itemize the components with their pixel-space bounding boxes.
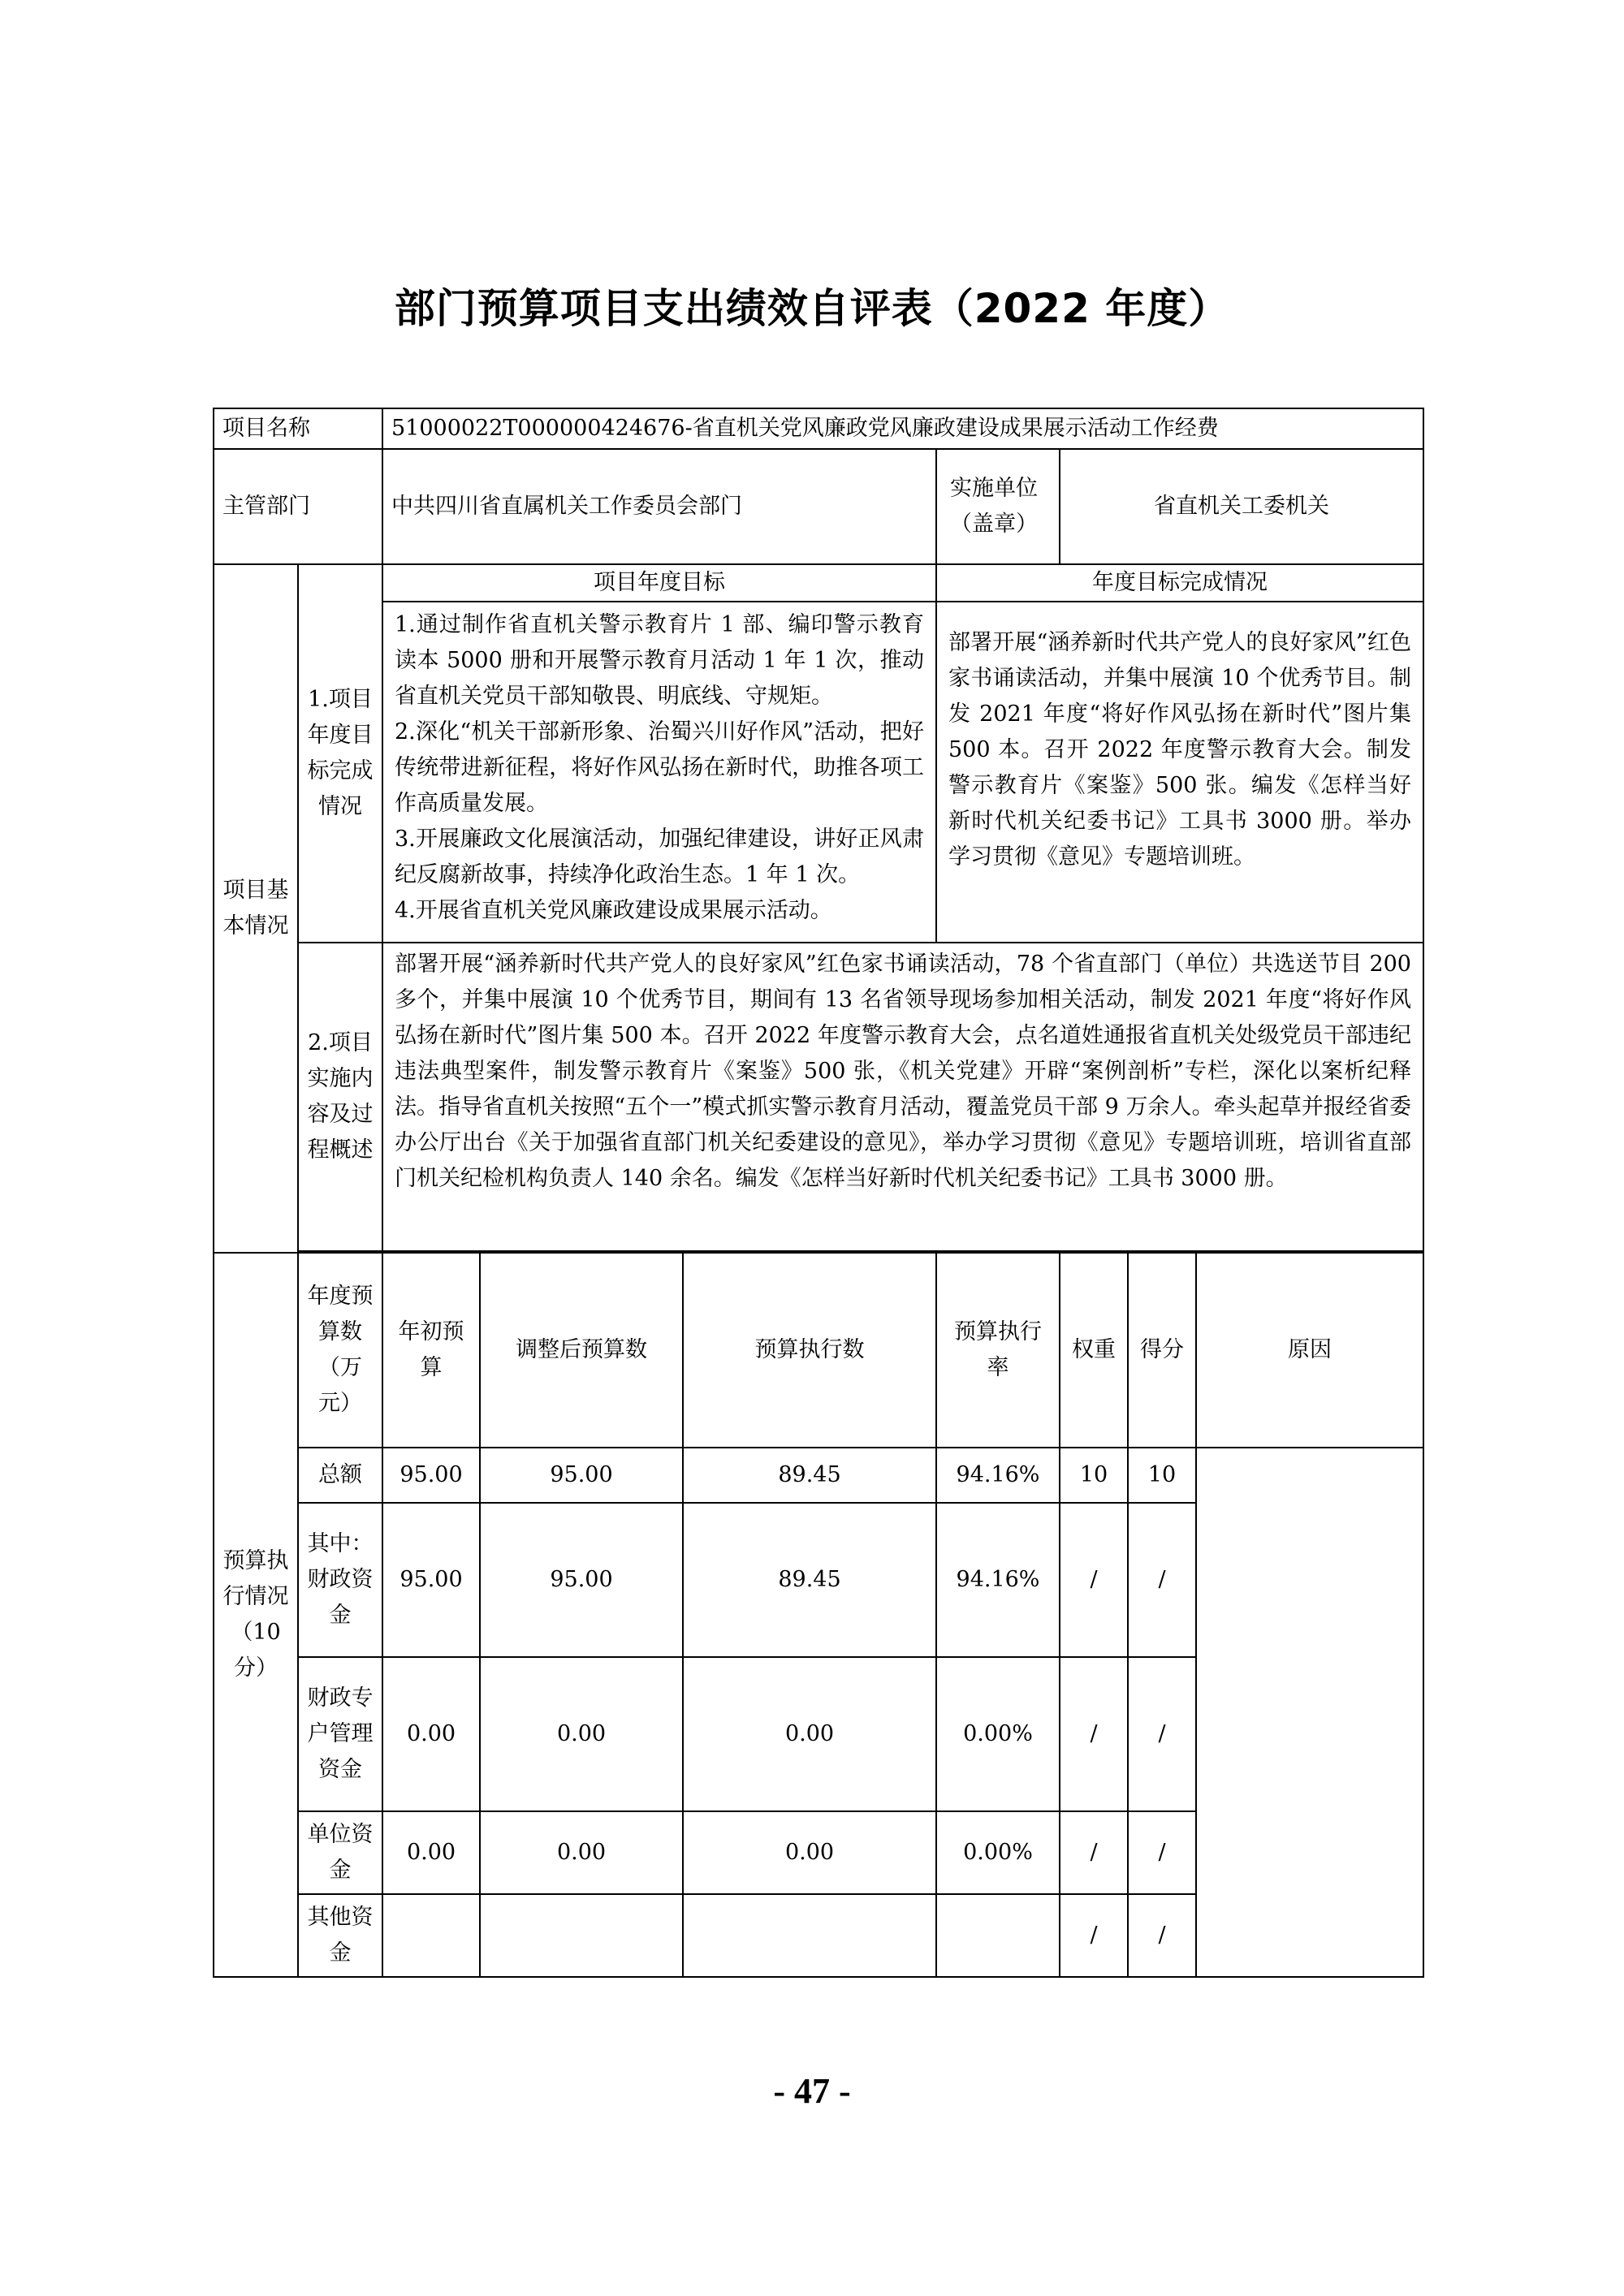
process-row <box>214 943 1423 1251</box>
goal-header-row <box>214 564 1423 602</box>
budget-weight: 10 <box>1060 1448 1128 1503</box>
budget-header-score: 得分 <box>1128 1253 1196 1448</box>
budget-initial: 0.00 <box>382 1811 480 1894</box>
budget-executed: 89.45 <box>683 1448 936 1503</box>
budget-header-rate: 预算执行率 <box>936 1253 1060 1448</box>
budget-rate: 94.16% <box>936 1448 1060 1503</box>
goal-item: 2.深化“机关干部新形象、治蜀兴川好作风”活动，把好传统带进新征程，将好作风弘扬在新时代，助推各项工作高质量发展。 <box>395 719 924 816</box>
budget-initial: 95.00 <box>382 1503 480 1657</box>
department-value: 中共四川省直属机关工作委员会部门 <box>382 449 936 564</box>
department-label: 主管部门 <box>214 449 382 564</box>
budget-row-label: 其中：财政资金 <box>298 1503 382 1657</box>
budget-initial: 0.00 <box>382 1657 480 1811</box>
budget-rate <box>936 1894 1060 1977</box>
project-name-value: 51000022T000000424676-省直机关党风廉政党风廉政建设成果展示活动工作经费 <box>382 408 1423 449</box>
budget-weight: / <box>1060 1503 1128 1657</box>
budget-row-label: 总额 <box>298 1448 382 1503</box>
goal-header: 项目年度目标 <box>382 564 936 602</box>
budget-rate: 94.16% <box>936 1503 1060 1657</box>
budget-adjusted: 0.00 <box>480 1811 683 1894</box>
budget-row-total <box>214 1448 1423 1503</box>
department-row <box>214 449 1423 564</box>
goal-item: 1.通过制作省直机关警示教育片 1 部、编印警示教育读本 5000 册和开展警示教育月活动 1 年 1 次，推动省直机关党员干部知敬畏、明底线、守规矩。 <box>395 612 924 709</box>
goal-item: 3.开展廉政文化展演活动，加强纪律建设，讲好正风肃纪反腐新故事，持续净化政治生态。1 年 1 次。 <box>395 826 924 887</box>
budget-row-label: 其他资金 <box>298 1894 382 1977</box>
budget-adjusted: 0.00 <box>480 1657 683 1811</box>
budget-weight: / <box>1060 1894 1128 1977</box>
budget-row-label: 财政专户管理资金 <box>298 1657 382 1811</box>
page-number: - 47 - <box>773 2071 851 2111</box>
budget-weight: / <box>1060 1811 1128 1894</box>
budget-adjusted: 95.00 <box>480 1448 683 1503</box>
budget-header-adjusted: 调整后预算数 <box>480 1253 683 1448</box>
page-title: 部门预算项目支出绩效自评表（2022 年度） <box>394 285 1230 332</box>
budget-initial <box>382 1894 480 1977</box>
budget-rate: 0.00% <box>936 1657 1060 1811</box>
basic-info-label: 项目基本情况 <box>214 564 298 1253</box>
budget-rate: 0.00% <box>936 1811 1060 1894</box>
implementing-unit-value: 省直机关工委机关 <box>1060 449 1423 564</box>
self-evaluation-table <box>213 408 1424 1978</box>
goal-content-row <box>214 602 1423 943</box>
budget-section-label: 预算执行情况（10分） <box>214 1253 298 1977</box>
goal-section-label: 1.项目年度目标完成情况 <box>298 564 382 943</box>
budget-score: 10 <box>1128 1448 1196 1503</box>
budget-executed: 0.00 <box>683 1811 936 1894</box>
budget-score: / <box>1128 1811 1196 1894</box>
goal-item: 4.开展省直机关党风廉政建设成果展示活动。 <box>395 898 832 923</box>
budget-score: / <box>1128 1503 1196 1657</box>
budget-score: / <box>1128 1657 1196 1811</box>
budget-header-weight: 权重 <box>1060 1253 1128 1448</box>
completion-header: 年度目标完成情况 <box>936 564 1423 602</box>
budget-header-executed: 预算执行数 <box>683 1253 936 1448</box>
budget-header-reason: 原因 <box>1196 1253 1423 1448</box>
budget-executed: 89.45 <box>683 1503 936 1657</box>
budget-header-row <box>214 1253 1423 1448</box>
budget-executed: 0.00 <box>683 1657 936 1811</box>
goal-list <box>382 602 936 943</box>
project-name-row <box>214 408 1423 449</box>
completion-text: 部署开展“涵养新时代共产党人的良好家风”红色家书诵读活动，并集中展演 10 个优秀节目。制发 2021 年度“将好作风弘扬在新时代”图片集 500 本。召开 2022 年度警示教育大会。制发警示教育片《案鉴》500 张。编发《怎样当好新时代机关纪委书记》工具书 3000 册。举办学习贯彻《意见》专题培训班。 <box>936 602 1423 943</box>
budget-reason <box>1196 1448 1423 1977</box>
process-text: 部署开展“涵养新时代共产党人的良好家风”红色家书诵读活动，78 个省直部门（单位）共选送节目 200 多个，并集中展演 10 个优秀节目，期间有 13 名省领导现场参加相关活动，制发 2021 年度“将好作风弘扬在新时代”图片集 500 本。召开 2022 年度警示教育大会，点名道姓通报省直机关处级党员干部违纪违法典型案件，制发警示教育片《案鉴》500 张，《机关党建》开辟“案例剖析”专栏，深化以案析纪释法。指导省直机关按照“五个一”模式抓实警示教育月活动，覆盖党员干部 9 万余人。牵头起草并报经省委办公厅出台《关于加强省直部门机关纪委建设的意见》，举办学习贯彻《意见》专题培训班，培训省直部门机关纪检机构负责人 140 余名。编发《怎样当好新时代机关纪委书记》工具书 3000 册。 <box>382 943 1423 1251</box>
budget-adjusted: 95.00 <box>480 1503 683 1657</box>
budget-header-annual: 年度预算数（万元） <box>298 1253 382 1448</box>
budget-executed <box>683 1894 936 1977</box>
implementing-unit-label: 实施单位（盖章） <box>936 449 1060 564</box>
budget-adjusted <box>480 1894 683 1977</box>
process-section-label: 2.项目实施内容及过程概述 <box>298 943 382 1251</box>
project-name-label: 项目名称 <box>214 408 382 449</box>
budget-initial: 95.00 <box>382 1448 480 1503</box>
budget-weight: / <box>1060 1657 1128 1811</box>
budget-score: / <box>1128 1894 1196 1977</box>
budget-header-initial: 年初预算 <box>382 1253 480 1448</box>
budget-row-label: 单位资金 <box>298 1811 382 1894</box>
